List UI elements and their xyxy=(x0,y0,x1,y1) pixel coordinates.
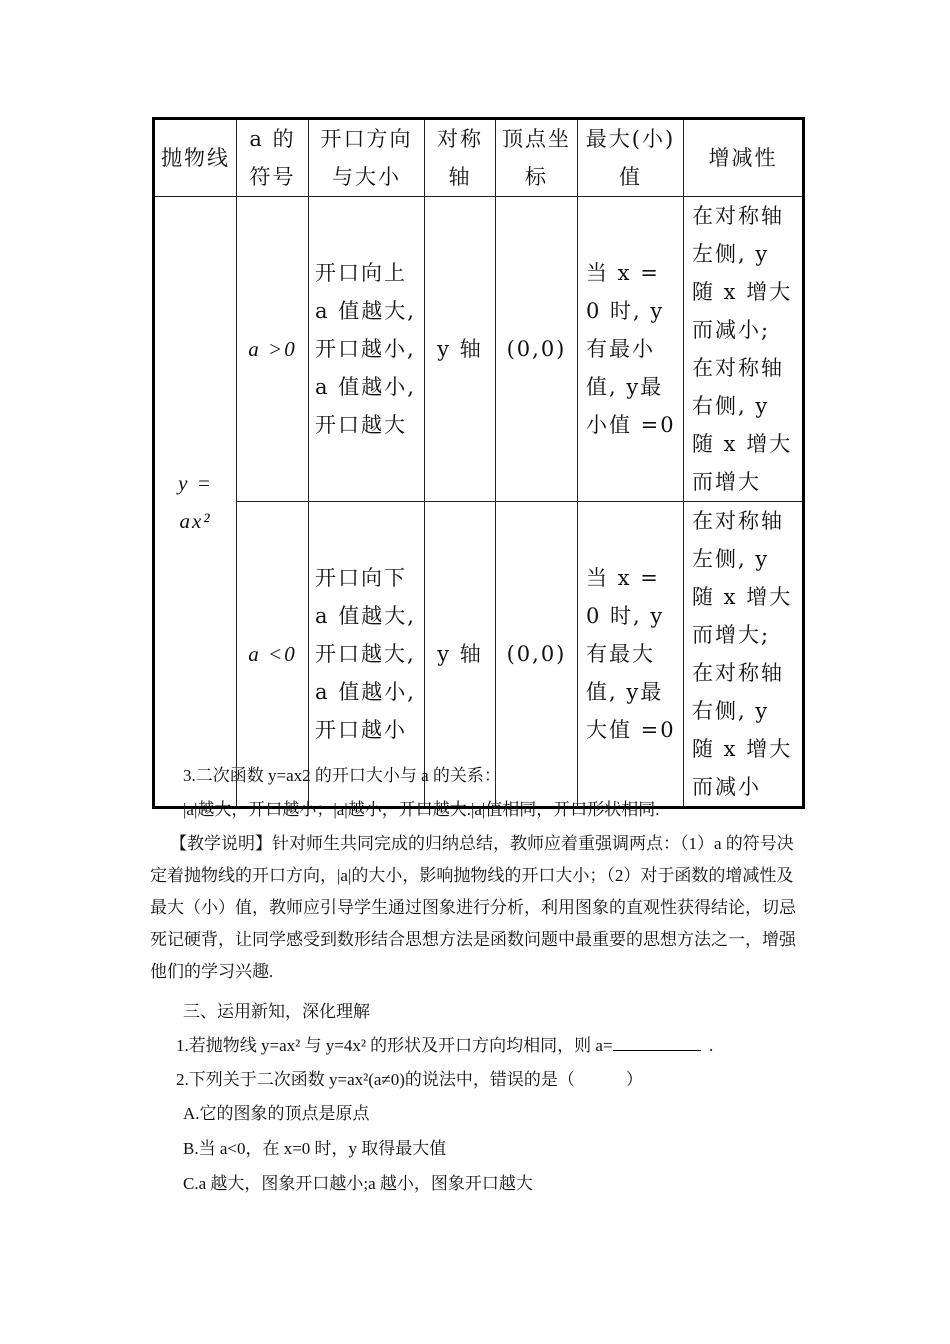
formula-cell: y = ax² xyxy=(154,197,237,808)
extreme-cell: 当 x = 0 时, y 有最小值, y最小值 =0 xyxy=(578,197,684,502)
question-1-text: 1.若抛物线 y=ax² 与 y=4x² 的形状及开口方向均相同，则 a= xyxy=(176,1036,613,1055)
header-vertex: 顶点坐标 xyxy=(496,119,578,197)
teaching-note: 【教学说明】针对师生共同完成的归纳总结，教师应着重强调两点：（1）a 的符号决定着抛物线的开口方向，|a|的大小，影响抛物线的开口大小；（2）对于函数的增减性及最大（小）值，教师应引导学生通过图象进行分析，利用图象的直观性获得结论，切忌死记硬背，让同学感受到数形结合思想方法是函数问题中最重要的思想方法之一，增强他们的学习兴趣. xyxy=(150,834,796,981)
option-a: A.它的图象的顶点是原点 xyxy=(183,1104,370,1123)
header-monotonic: 增减性 xyxy=(684,119,804,197)
extreme-cell: 当 x = 0 时, y 有最大值, y最大值 =0 xyxy=(578,502,684,808)
sign-cell: a <0 xyxy=(237,502,309,808)
axis-cell: y 轴 xyxy=(425,502,496,808)
section-heading: 三、运用新知，深化理解 xyxy=(183,1002,370,1021)
question-2: 2.下列关于二次函数 y=ax²(a≠0)的说法中，错误的是（ ） xyxy=(176,1070,643,1089)
paragraph-rule: |a|越大，开口越小；|a|越小，开口越大.|a|值相同，开口形状相同. xyxy=(183,800,660,819)
properties-table xyxy=(152,117,805,809)
header-axis: 对称轴 xyxy=(425,119,496,197)
vertex-cell: (0,0) xyxy=(496,502,578,808)
header-extreme: 最大(小)值 xyxy=(578,119,684,197)
vertex-cell: (0,0) xyxy=(496,197,578,502)
header-parabola: 抛物线 xyxy=(154,119,237,197)
question-1 xyxy=(176,1030,713,1062)
option-b: B.当 a<0，在 x=0 时，y 取得最大值 xyxy=(183,1139,447,1158)
monotonic-cell: 在对称轴左侧, y 随 x 增大而减小; 在对称轴右侧, y 随 x 增大而增大 xyxy=(684,197,804,502)
monotonic-cell: 在对称轴左侧, y 随 x 增大而增大; 在对称轴右侧, y 随 x 增大而减小 xyxy=(684,502,804,808)
question-1-end: . xyxy=(709,1036,714,1055)
sign-cell: a >0 xyxy=(237,197,309,502)
direction-cell: 开口向上 a 值越大, 开口越小, a 值越小, 开口越大 xyxy=(309,197,425,502)
option-c: C.a 越大，图象开口越小;a 越小，图象开口越大 xyxy=(183,1174,533,1193)
paragraph-relation: 3.二次函数 y=ax2 的开口大小与 a 的关系： xyxy=(183,766,501,785)
direction-cell: 开口向下 a 值越大, 开口越大, a 值越小, 开口越小 xyxy=(309,502,425,808)
header-sign: a 的符号 xyxy=(237,119,309,197)
header-direction: 开口方向与大小 xyxy=(309,119,425,197)
axis-cell: y 轴 xyxy=(425,197,496,502)
table-header-row xyxy=(154,119,804,197)
answer-blank[interactable] xyxy=(613,1034,701,1051)
table-row xyxy=(154,197,804,502)
